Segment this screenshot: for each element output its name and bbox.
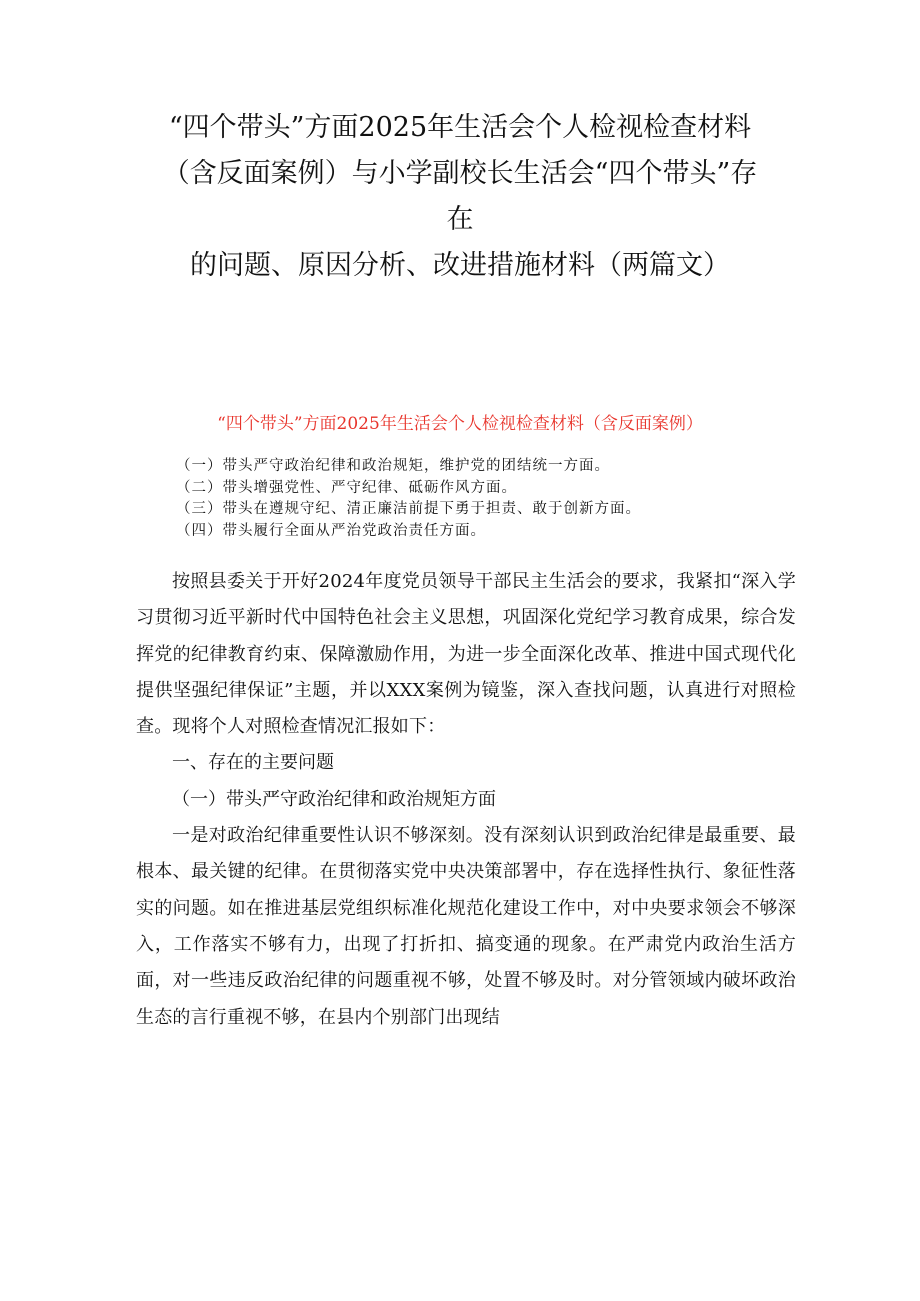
toc-item: （四）带头履行全面从严治党政治责任方面。 [176,522,486,539]
toc-heading: “四个带头”方面2025年生活会个人检视检查材料（含反面案例） [217,414,703,434]
toc-list [176,456,641,542]
section-heading: 一、存在的主要问题 [172,752,334,774]
document-title [120,110,800,294]
toc-item: （二）带头增强党性、严守纪律、砥砺作风方面。 [176,479,517,496]
body-paragraph: 一是对政治纪律重要性认识不够深刻。没有深刻认识到政治纪律是最重要、最根本、最关键的纪律。在贯彻落实党中央决策部署中，存在选择性执行、象征性落实的问题。如在推进基层党组织标准化规范化建设工作中，对中央要求领会不够深入，工作落实不够有力，出现了打折扣、搞变通的现象。在严肃党内政治生活方面，对一些违反政治纪律的问题重视不够，处置不够及时。对分管领域内破坏政治生态的言行重视不够，在县内个别部门出现结 [136,825,796,1028]
intro-paragraph: 按照县委关于开好2024年度党员领导干部民主生活会的要求，我紧扣“深入学习贯彻习近平新时代中国特色社会主义思想，巩固深化党纪学习教育成果，综合发挥党的纪律教育约束、保障激励作用，为进一步全面深化改革、推进中国式现代化提供坚强纪律保证”主题，并以XXX案例为镜鉴，深入查找问题，认真进行对照检查。现将个人对照检查情况汇报如下： [136,571,796,738]
title-line-2: （含反面案例）与小学副校长生活会“四个带头”存 [162,158,758,189]
title-line-4: 的问题、原因分析、改进措施材料（两篇文） [190,250,730,281]
toc-item: （三）带头在遵规守纪、清正廉洁前提下勇于担责、敢于创新方面。 [176,501,641,517]
title-line-1: “四个带头”方面2025年生活会个人检视检查材料 [168,112,752,143]
title-line-3: 在 [446,204,474,235]
toc-item: （一）带头严守政治纪律和政治规矩，维护党的团结统一方面。 [176,458,610,474]
body-text [136,564,796,1036]
subsection-heading: （一）带头严守政治纪律和政治规矩方面 [172,788,496,810]
